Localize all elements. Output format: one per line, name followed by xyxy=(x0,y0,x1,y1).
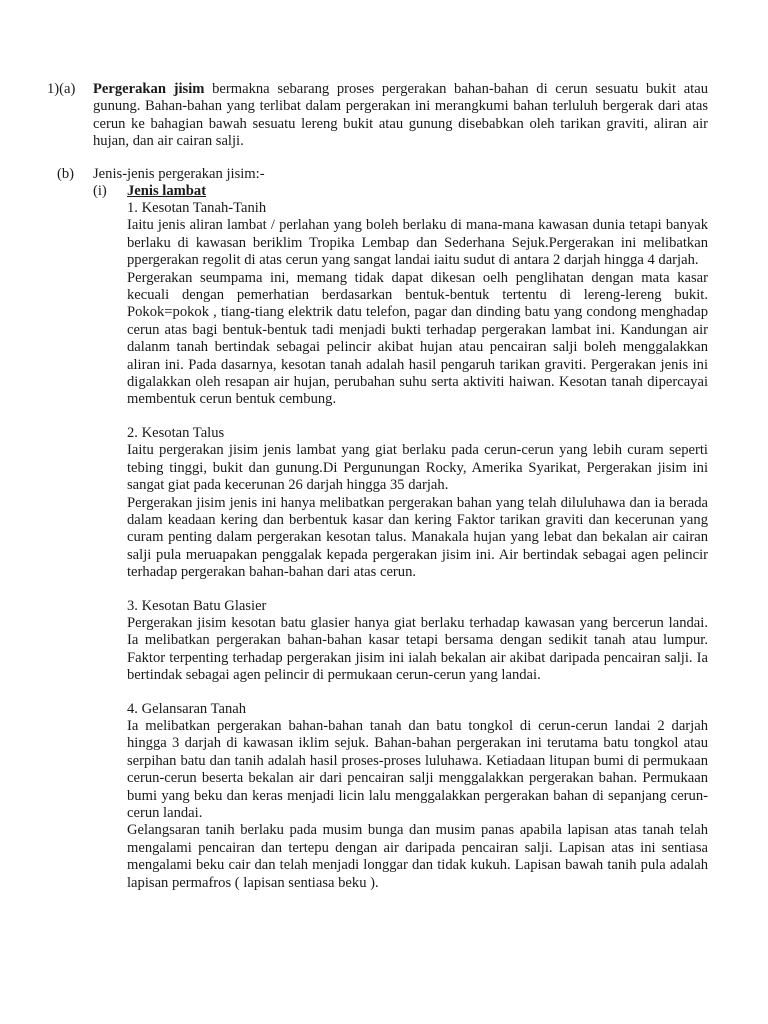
subpart-label: (i) xyxy=(93,183,107,199)
definition-paragraph xyxy=(93,81,708,151)
section-paragraph: Iaitu jenis aliran lambat / perlahan yang boleh berlaku di mana-mana kawasan dunia tetapi banyak berlaku di kawasan beriklim Tropika Lembap dan Sederhana Sejuk.Pergerakan ini melibatkan ppergerakan regolit di atas cerun yang sangat landai iaitu sudut di antara 2 darjah hingga 4 darjah. xyxy=(127,217,708,269)
section-paragraph: Pergerakan seumpama ini, memang tidak dapat dikesan oelh penglihatan dengan mata kasar kecuali dengan pemerhatian berdasarkan bentuk-bentuk tertentu di lereng-lereng bukit. Pokok=pokok , tiang-tiang elektrik datu telefon, pagar dan dinding batu yang condong menghadap cerun atas bagi bentuk-bentuk tadi menjadi bukti terhadap pergerakan lambat ini. Kandungan air dalanm tanah bertindak sebagai pelincir akibat hujan atau pencairan salji boleh menggalakkan aliran ini. Pada dasarnya, kesotan tanah adalah hasil pengaruh tarikan graviti. Pergerakan jenis ini digalakkan oleh resapan air hujan, perubahan suhu serta aktiviti haiwan. Kesotan tanah dipercayai membentuk cerun bentuk cembung. xyxy=(127,269,708,408)
section-kesotan-talus xyxy=(127,425,708,582)
part-b-heading: Jenis-jenis pergerakan jisim:- xyxy=(93,166,265,182)
section-title: 1. Kesotan Tanah-Tanih xyxy=(127,200,267,216)
subpart-heading: Jenis lambat xyxy=(127,183,207,199)
section-paragraph: Pergerakan jisim jenis ini hanya melibatkan pergerakan bahan yang telah diluluhawa dan ia berada dalam keadaan kering dan berbentuk kasar dan kering Faktor tarikan graviti dan kecerunan yang curam penting dalam pergerakan kesotan talus. Manakala hujan yang lebat dan bekalan air cairan salji pula meruapakan penggalak kepada pergerakan jisim ini. Air bertindak sebagai agen pelincir terhadap pergerakan bahan-bahan dari atas cerun. xyxy=(127,494,708,581)
section-kesotan-batu-glasier xyxy=(127,598,708,685)
part-b-label: (b) xyxy=(57,166,75,182)
question-number: 1)(a) xyxy=(47,81,76,97)
definition-text: bermakna sebarang proses pergerakan bahan-bahan di cerun sesuatu bukit atau gunung. Bahan-bahan yang terlibat dalam pergerakan ini merangkumi bahan terluluh bergerak dari atas cerun ke bahagian bawah sesuatu lereng bukit atau gunung disebabkan oleh tarikan graviti, aliran air hujan, dan air cairan salji. xyxy=(93,81,708,150)
section-title: 4. Gelansaran Tanah xyxy=(127,700,247,717)
section-kesotan-tanah xyxy=(127,200,708,409)
section-paragraph: Ia melibatkan pergerakan bahan-bahan tanah dan batu tongkol di cerun-cerun landai 2 darjah hingga 3 darjah di kawasan iklim sejuk. Bahan-bahan pergerakan ini terutama batu tongkol atau serpihan batu dan tanih adalah hasil proses-proses luluhawa. Ketiadaan litupan bumi di permukaan cerun-cerun beserta bekalan air dari pencairan salji menggalakkan pergerakan bahan. Permukaan bumi yang beku dan keras menjadi licin lalu menggalakkan pergerakan bahan di sepanjang cerun-cerun landai. xyxy=(127,717,708,821)
section-paragraph: Gelangsaran tanih berlaku pada musim bunga dan musim panas apabila lapisan atas tanah telah mengalami pencairan dan tertepu dengan air daripada pencairan salji. Lapisan atas ini sentiasa mengalami beku cair dan telah menjadi longgar dan tidak kukuh. Lapisan bawah tanih pula adalah lapisan permafros ( lapisan sentiasa beku ). xyxy=(127,822,708,891)
section-gelansaran-tanah xyxy=(127,701,708,892)
section-title: 3. Kesotan Batu Glasier xyxy=(127,597,267,614)
section-paragraph: Pergerakan jisim kesotan batu glasier hanya giat berlaku terhadap kawasan yang bercerun landai. Ia melibatkan pergerakan bahan-bahan kasar tetapi bersama dengan sedikit tanah atau lumpur. Faktor terpenting terhadap pergerakan jisim ini ialah bekalan air akibat daripada pencairan salji. Ia bertindak sebagai agen pelincir di permukaan cerun-cerun yang landai. xyxy=(127,614,708,684)
section-paragraph: Iaitu pergerakan jisim jenis lambat yang giat berlaku pada cerun-cerun yang lebih curam seperti tebing tinggi, bukit dan gunung.Di Pergunungan Rocky, Amerika Syarikat, Pergerakan jisim ini sangat giat pada kecerunan 26 darjah hingga 35 darjah. xyxy=(127,442,708,494)
section-title: 2. Kesotan Talus xyxy=(127,424,225,441)
definition-term: Pergerakan jisim xyxy=(93,81,205,97)
sections-block xyxy=(127,200,708,892)
